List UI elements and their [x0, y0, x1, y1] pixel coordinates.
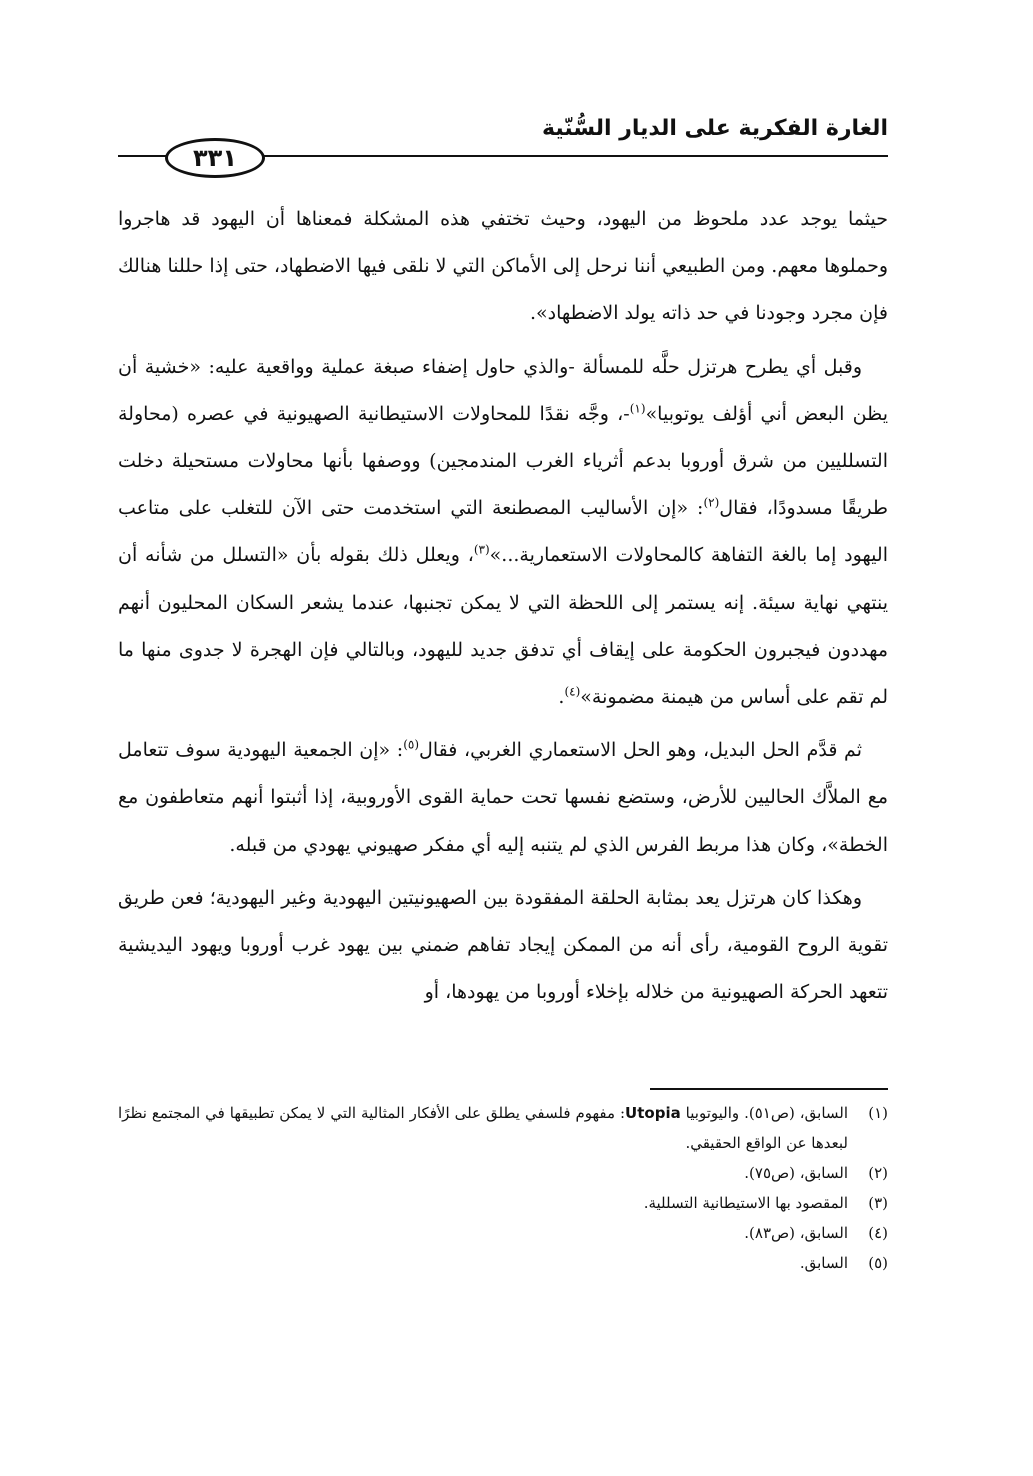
- paragraph: [118, 344, 888, 722]
- footnote-text-before: السابق.: [799, 1254, 848, 1272]
- footnote-number: (١): [868, 1104, 888, 1122]
- footnote-ref: (٤): [564, 684, 581, 699]
- paragraph: [118, 196, 888, 338]
- page-number: ٣٣١: [165, 138, 265, 178]
- paragraph-text: ، ويعلل ذلك بقوله بأن «التسلل من شأنه أن ينتهي نهاية سيئة. إنه يستمر إلى اللحظة التي لا يمكن تجنبها، عندما يشعر السكان المحليون أنهم مهددون فيجبرون الحكومة على إيقاف أي تدفق جديد لليهود، وبالتالي فإن الهجرة لا جدوى منها ما لم تقم على أساس من هيمنة مضمونة»: [118, 544, 888, 709]
- footnote-ref: (٣): [473, 543, 490, 558]
- footnote-text: [118, 1248, 848, 1278]
- footnote: [118, 1188, 888, 1218]
- footnote-text: [118, 1098, 848, 1158]
- footnote-text-after: : مفهوم فلسفي يطلق على الأفكار المثالية التي لا يمكن تطبيقها في المجتمع نظرًا لبعدها عن الواقع الحقيقي.: [118, 1104, 848, 1152]
- footnotes: [118, 1098, 888, 1278]
- footnote-ref: (٥): [403, 737, 420, 752]
- paragraph-text: ثم قدَّم الحل البديل، وهو الحل الاستعماري الغربي، فقال: [419, 739, 862, 762]
- footnote: [118, 1218, 888, 1248]
- paragraph: [118, 875, 888, 1017]
- footnote-number: (٥): [868, 1254, 888, 1272]
- footnote-text-latin: Utopia: [625, 1104, 681, 1122]
- page-header: [118, 108, 888, 188]
- footnote-text-before: السابق، (ص٥١). واليوتوبيا: [680, 1104, 849, 1122]
- footnote-text-before: السابق، (ص٧٥).: [744, 1164, 848, 1182]
- footnote-number: (٤): [868, 1224, 888, 1242]
- footnote-number: (٢): [868, 1164, 888, 1182]
- paragraph-text: : «إن الأساليب المصطنعة التي استخدمت حتى الآن للتغلب على متاعب اليهود إما بالغة التفاهة كالمحاولات الاستعمارية...»: [118, 497, 888, 567]
- footnote-text: [118, 1188, 848, 1218]
- paragraph: [118, 727, 888, 869]
- paragraph-text: -، وجَّه نقدًا للمحاولات الاستيطانية الصهيونية في عصره (محاولة التسلليين من شرق أوروبا بدعم أثرياء الغرب المندمجين) ووصفها بأنها محاولات مستحيلة دخلت طريقًا مسدودًا، فقال: [118, 402, 889, 520]
- paragraph-text: وقبل أي يطرح هرتزل حلَّه للمسألة -والذي حاول إضفاء صبغة عملية وواقعية عليه: «خشية أن يظن البعض أني أؤلف يوتوبيا»: [118, 355, 888, 425]
- footnote-ref: (١): [629, 401, 646, 416]
- footnote-separator: [650, 1088, 888, 1090]
- footnote-text-before: المقصود بها الاستيطانية التسللية.: [643, 1194, 848, 1212]
- footnote: [118, 1158, 888, 1188]
- footnote-number: (٣): [868, 1194, 888, 1212]
- footnote: [118, 1098, 888, 1158]
- footnote: [118, 1248, 888, 1278]
- paragraph-text: .: [558, 686, 565, 709]
- footnote-ref: (٢): [703, 495, 720, 510]
- running-title: الغارة الفكرية على الديار السُّنّية: [542, 116, 888, 141]
- footnote-text: [118, 1158, 848, 1188]
- paragraph-text: : «إن الجمعية اليهودية سوف تتعامل مع الملاَّك الحاليين للأرض، وستضع نفسها تحت حماية القوى الأوروبية، إذا أثبتوا أنهم متعاطفون مع الخطة»، وكان هذا مربط الفرس الذي لم يتنبه إليه أي مفكر صهيوني يهودي من قبله.: [118, 739, 888, 856]
- paragraph-text: وهكذا كان هرتزل يعد بمثابة الحلقة المفقودة بين الصهيونيتين اليهودية وغير اليهودية؛ فعن طريق تقوية الروح القومية، رأى أنه من الممكن إيجاد تفاهم ضمني بين يهود غرب أوروبا ويهود اليديشية تتعهد الحركة الصهيونية من خلاله بإخلاء أوروبا من يهودها، أو: [118, 886, 888, 1004]
- footnote-text-before: السابق، (ص٨٣).: [744, 1224, 848, 1242]
- footnote-text: [118, 1218, 848, 1248]
- body-text: [118, 196, 888, 1022]
- paragraph-text: حيثما يوجد عدد ملحوظ من اليهود، وحيث تختفي هذه المشكلة فمعناها أن اليهود قد هاجروا وحملوها معهم. ومن الطبيعي أننا نرحل إلى الأماكن التي لا نلقى فيها الاضطهاد، حتى إذا حللنا هنالك فإن مجرد وجودنا في حد ذاته يولد الاضطهاد».: [118, 208, 888, 325]
